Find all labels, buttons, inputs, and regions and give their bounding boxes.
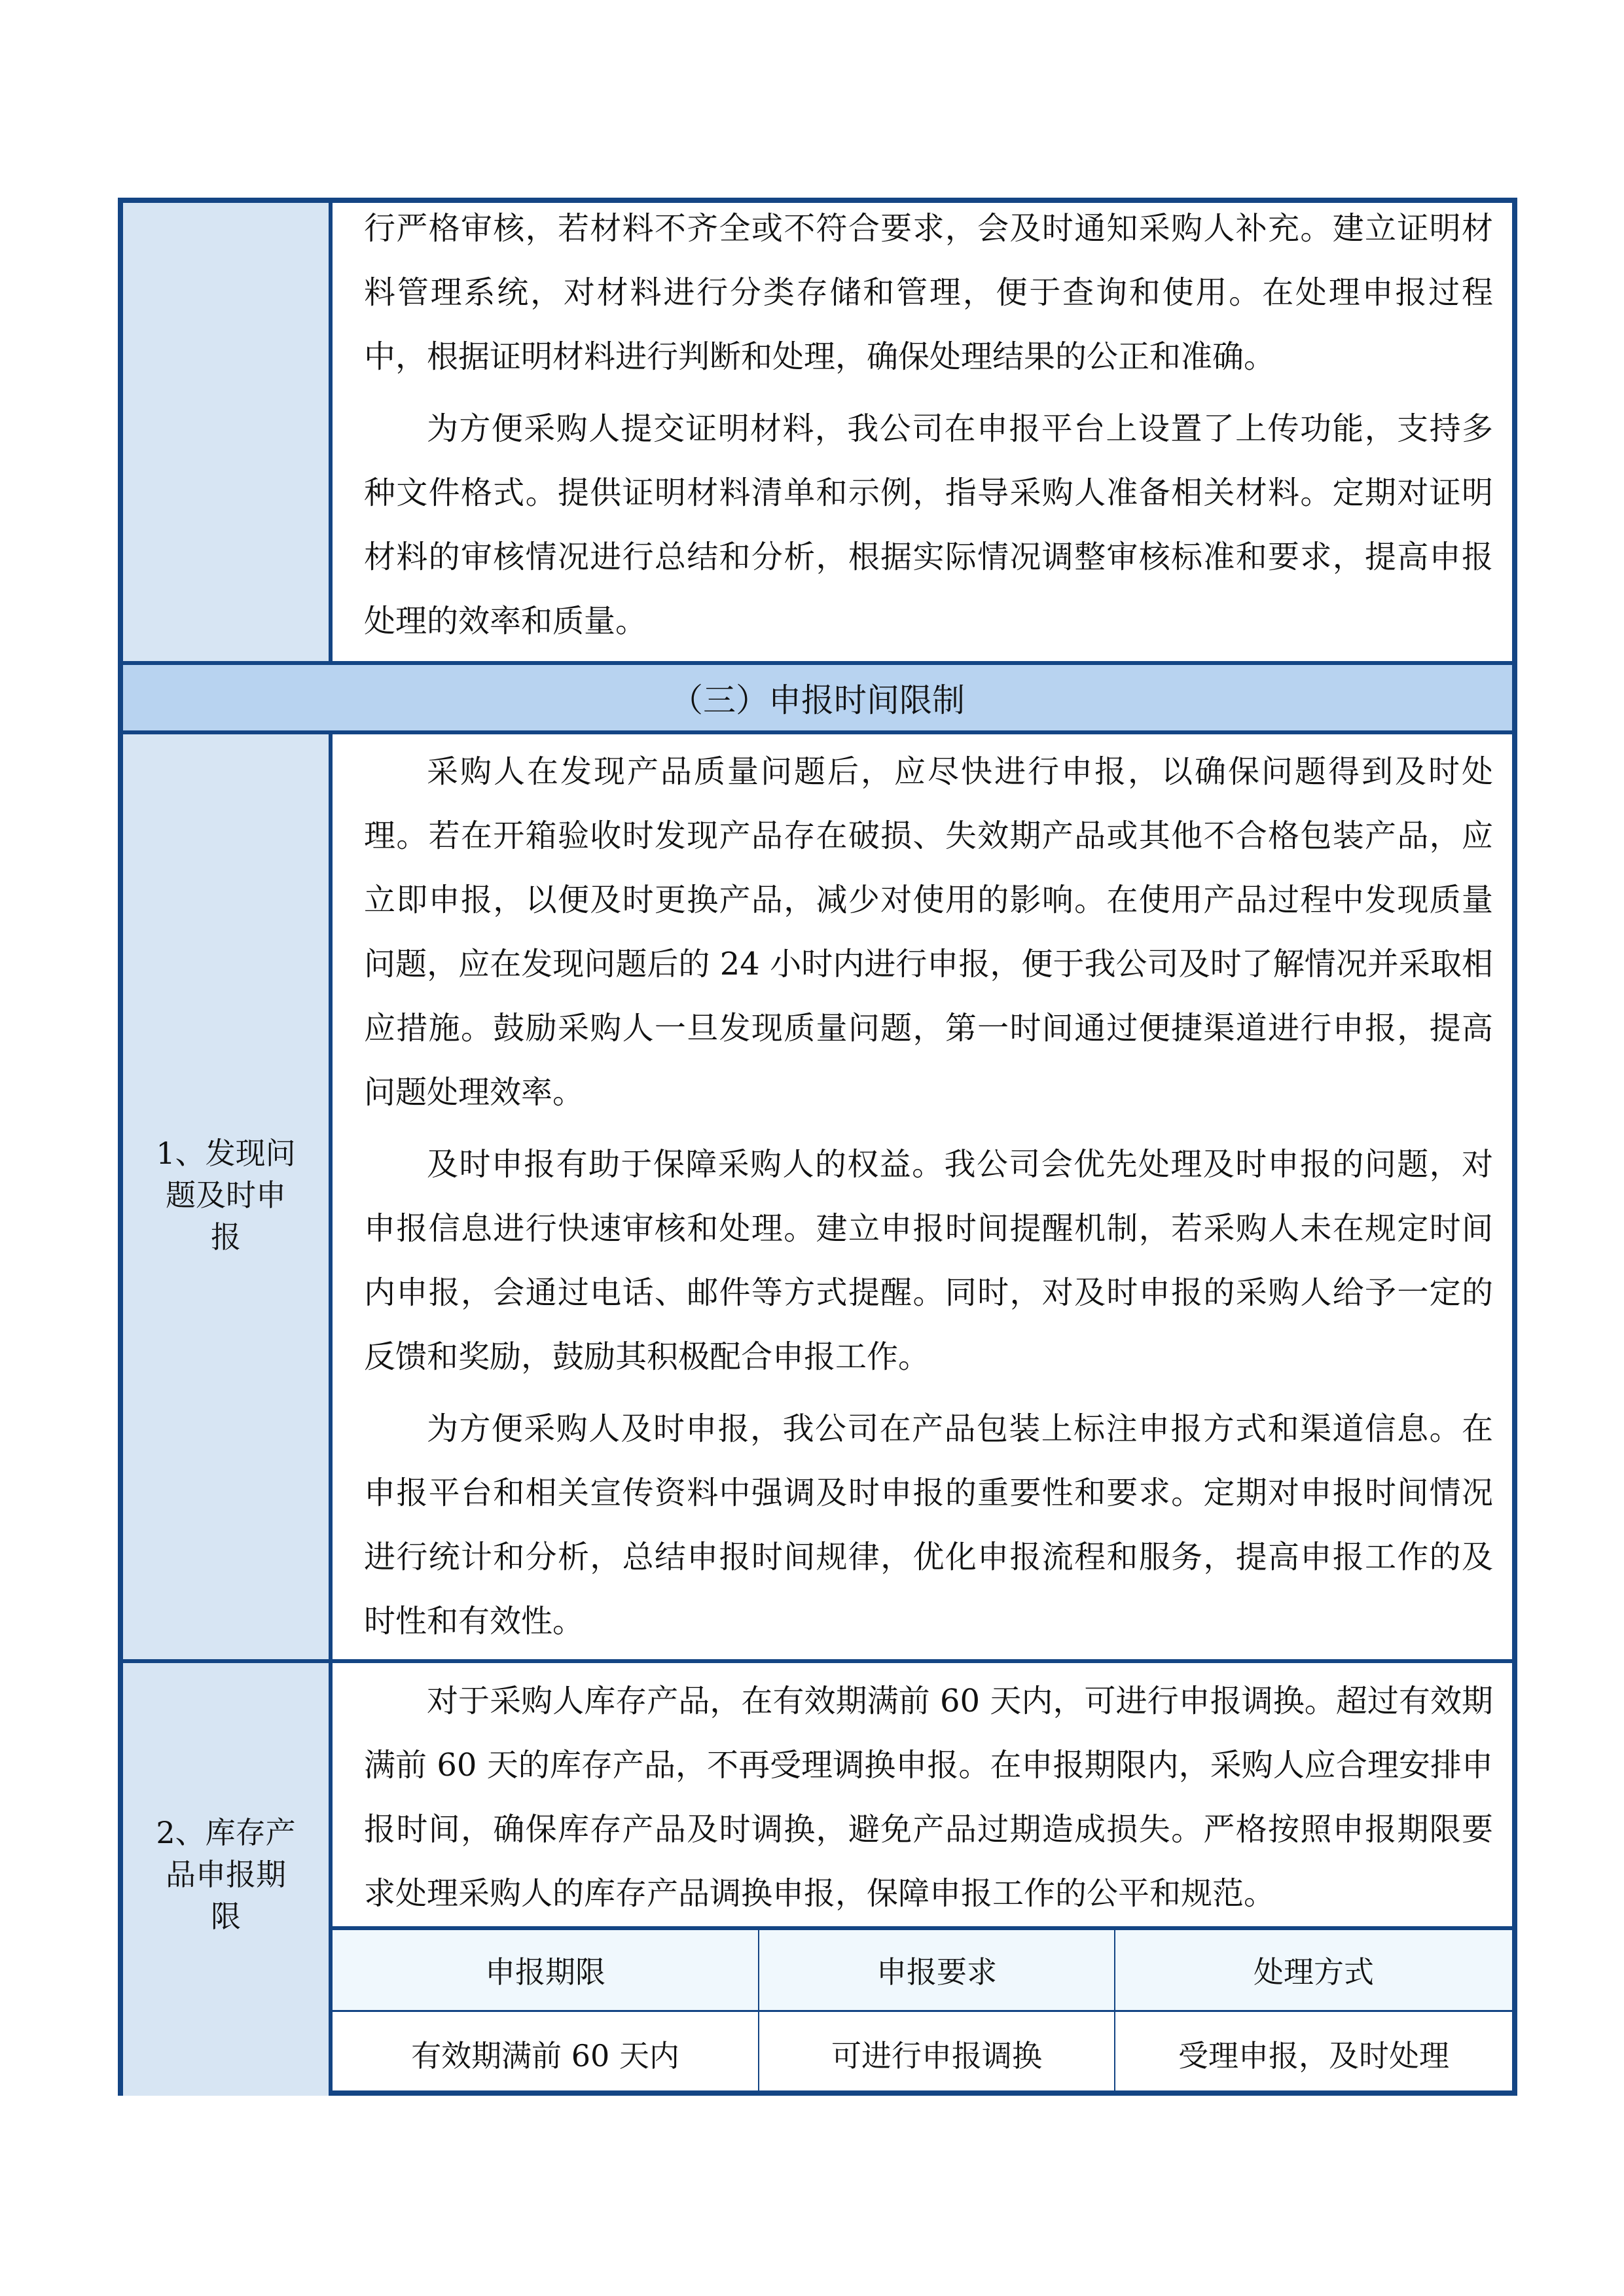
- row-label: 2、库存产品申报期限: [156, 1815, 296, 1934]
- deadline-table: [333, 1930, 1512, 2096]
- section-header: [123, 665, 1512, 730]
- row-label: 1、发现问题及时申报: [156, 1136, 296, 1255]
- table-cell: 可进行申报调换: [759, 2012, 1115, 2096]
- paragraph: 为方便采购人提交证明材料，我公司在申报平台上设置了上传功能，支持多种文件格式。提供证明材料清单和示例，指导采购人准备相关材料。定期对证明材料的审核情况进行总结和分析，根据实际情况调整审核标准和要求，提高申报处理的效率和质量。: [364, 410, 1493, 639]
- header-cell: 申报期限: [333, 1930, 759, 2012]
- table-cell: 有效期满前 60 天内: [333, 2012, 759, 2096]
- header-cell: 处理方式: [1115, 1930, 1512, 2012]
- content-table: [118, 198, 1517, 2096]
- label-cell-empty: [123, 203, 333, 661]
- paragraph: 行严格审核，若材料不齐全或不符合要求，会及时通知采购人补充。建立证明材料管理系统，对材料进行分类存储和管理，便于查询和使用。在处理申报过程中，根据证明材料进行判断和处理，确保处理结果的公正和准确。: [364, 210, 1493, 375]
- header-cell: 申报要求: [759, 1930, 1115, 2012]
- paragraph: 对于采购人库存产品，在有效期满前 60 天内，可进行申报调换。超过有效期满前 60 天的库存产品，不再受理调换申报。在申报期限内，采购人应合理安排申报时间，确保库存产品及时调换，避免产品过期造成损失。严格按照申报期限要求处理采购人的库存产品调换申报，保障申报工作的公平和规范。: [364, 1683, 1493, 1912]
- text-cell: [364, 1669, 1493, 1926]
- table-cell: 受理申报，及时处理: [1178, 2038, 1449, 2073]
- paragraph: 采购人在发现产品质量问题后，应尽快进行申报，以确保问题得到及时处理。若在开箱验收时发现产品存在破损、失效期产品或其他不合格包装产品，应立即申报，以便及时更换产品，减少对使用的影响。在使用产品过程中发现质量问题，应在发现问题后的 24 小时内进行申报，便于我公司及时了解情况并采取相应措施。鼓励采购人一旦发现质量问题，第一时间通过便捷渠道进行申报，提高问题处理效率。: [364, 753, 1493, 1111]
- paragraph: 为方便采购人及时申报，我公司在产品包装上标注申报方式和渠道信息。在申报平台和相关宣传资料中强调及时申报的重要性和要求。定期对申报时间情况进行统计和分析，总结申报时间规律，优化申报流程和服务，提高申报工作的及时性和有效性。: [364, 1410, 1493, 1640]
- continued-text-cell: [364, 196, 1493, 653]
- text-cell: [364, 740, 1493, 1653]
- paragraph: 及时申报有助于保障采购人的权益。我公司会优先处理及时申报的问题，对申报信息进行快速审核和处理。建立申报时间提醒机制，若采购人未在规定时间内申报，会通过电话、邮件等方式提醒。同时，对及时申报的采购人给予一定的反馈和奖励，鼓励其积极配合申报工作。: [364, 1146, 1493, 1375]
- section-title: （三）申报时间限制: [670, 681, 965, 719]
